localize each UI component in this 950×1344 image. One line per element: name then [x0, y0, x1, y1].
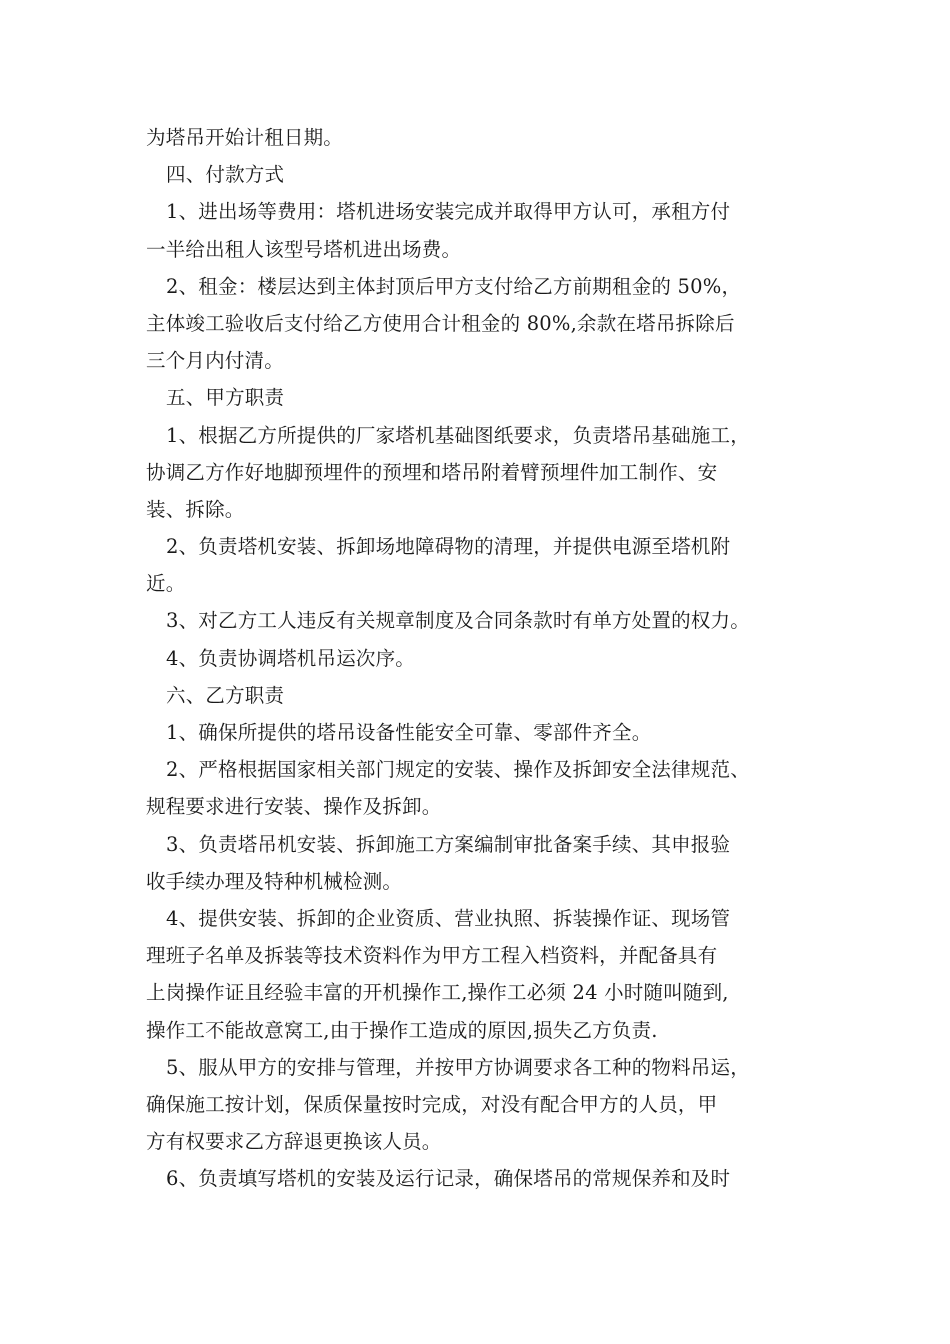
text-line: 2、租金：楼层达到主体封顶后甲方支付给乙方前期租金的 50%，	[166, 274, 742, 298]
text-line: 3、对乙方工人违反有关规章制度及合同条款时有单方处置的权力。	[166, 609, 750, 633]
text-line: 6、负责填写塔机的安装及运行记录，确保塔吊的常规保养和及时	[166, 1167, 731, 1191]
text-line: 四、付款方式	[166, 163, 285, 187]
text-line: 2、严格根据国家相关部门规定的安装、操作及拆卸安全法律规范、	[166, 758, 750, 782]
text-line: 收手续办理及特种机械检测。	[146, 869, 403, 893]
text-line: 操作工不能故意窝工,由于操作工造成的原因,损失乙方负责.	[146, 1018, 658, 1042]
text-line: 3、负责塔吊机安装、拆卸施工方案编制审批备案手续、其申报验	[166, 832, 731, 856]
text-line: 2、负责塔机安装、拆卸场地障碍物的清理，并提供电源至塔机附	[166, 535, 731, 559]
text-line: 主体竣工验收后支付给乙方使用合计租金的 80%,余款在塔吊拆除后	[146, 311, 735, 335]
text-line: 5、服从甲方的安排与管理，并按甲方协调要求各工种的物料吊运，	[166, 1055, 750, 1079]
text-line: 理班子名单及拆装等技术资料作为甲方工程入档资料，并配备具有	[146, 944, 718, 968]
text-line: 为塔吊开始计租日期。	[146, 126, 344, 149]
text-line: 上岗操作证且经验丰富的开机操作工,操作工必须 24 小时随叫随到,	[146, 981, 729, 1005]
text-line: 4、提供安装、拆卸的企业资质、营业执照、拆装操作证、现场管	[166, 906, 731, 930]
text-line: 4、负责协调塔机吊运次序。	[166, 646, 416, 670]
text-line: 一半给出租人该型号塔机进出场费。	[146, 237, 462, 261]
text-line: 规程要求进行安装、操作及拆卸。	[146, 795, 442, 819]
text-line: 三个月内付清。	[146, 349, 284, 373]
text-line: 1、进出场等费用：塔机进场安装完成并取得甲方认可，承租方付	[166, 200, 731, 224]
text-line: 协调乙方作好地脚预埋件的预埋和塔吊附着臂预埋件加工制作、安	[146, 460, 718, 484]
text-line: 1、根据乙方所提供的厂家塔机基础图纸要求，负责塔吊基础施工，	[166, 423, 750, 447]
text-line: 方有权要求乙方辞退更换该人员。	[146, 1130, 442, 1154]
text-line: 近。	[146, 572, 186, 596]
text-line: 六、乙方职责	[166, 683, 285, 707]
document-body	[146, 119, 826, 1197]
text-line: 五、甲方职责	[166, 386, 285, 410]
text-line: 装、拆除。	[146, 497, 245, 521]
text-line: 确保施工按计划，保质保量按时完成，对没有配合甲方的人员，甲	[146, 1092, 718, 1116]
text-line: 1、确保所提供的塔吊设备性能安全可靠、零部件齐全。	[166, 721, 652, 744]
